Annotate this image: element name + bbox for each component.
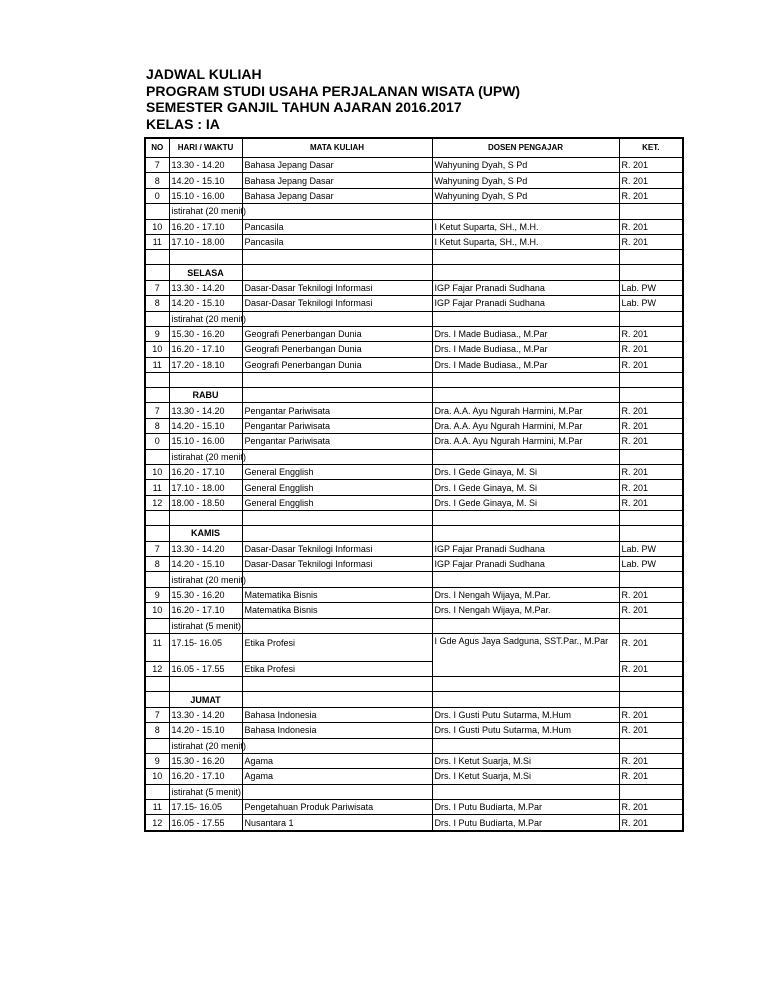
row-no: 8: [145, 296, 169, 311]
row-time: 13.30 - 14.20: [169, 541, 242, 556]
table-row: [145, 296, 683, 311]
row-time: 16.05 - 17.55: [169, 815, 242, 831]
row-no: 7: [145, 541, 169, 556]
row-time: 13.30 - 14.20: [169, 403, 242, 418]
row-no: 7: [145, 280, 169, 295]
table-row: [145, 480, 683, 495]
spacer-row: [145, 250, 683, 265]
row-time: 14.20 - 15.10: [169, 418, 242, 433]
table-row: [145, 815, 683, 831]
row-lecturer: Drs. I Nengah Wijaya, M.Par.: [432, 587, 619, 602]
row-course: Etika Profesi: [242, 633, 432, 661]
day-row: [145, 265, 683, 280]
table-row: [145, 707, 683, 722]
row-time: 15.30 - 16.20: [169, 753, 242, 768]
row-no: 0: [145, 188, 169, 203]
table-row: [145, 587, 683, 602]
row-time: 18.00 - 18.50: [169, 495, 242, 510]
row-no: 10: [145, 769, 169, 784]
row-time: 13.30 - 14.20: [169, 158, 242, 173]
row-note: R. 201: [619, 403, 683, 418]
row-time: 16.20 - 17.10: [169, 219, 242, 234]
row-lecturer: Drs. I Putu Budiarta, M.Par: [432, 800, 619, 815]
row-lecturer: I Ketut Suparta, SH., M.H.: [432, 219, 619, 234]
document-heading: [146, 66, 520, 132]
heading-program: PROGRAM STUDI USAHA PERJALANAN WISATA (UPW): [146, 82, 521, 99]
row-lecturer: IGP Fajar Pranadi Sudhana: [432, 280, 619, 295]
row-note: R. 201: [619, 800, 683, 815]
row-no: 0: [145, 434, 169, 449]
table-row: [145, 280, 683, 295]
row-note: R. 201: [619, 326, 683, 341]
row-note: Lab. PW: [619, 280, 683, 295]
row-course: Dasar-Dasar Teknilogi Informasi: [242, 541, 432, 556]
row-course: Dasar-Dasar Teknilogi Informasi: [242, 280, 432, 295]
row-no: 10: [145, 219, 169, 234]
row-course: Agama: [242, 769, 432, 784]
row-course: Pengantar Pariwisata: [242, 434, 432, 449]
row-lecturer: Drs. I Made Budiasa., M.Par: [432, 326, 619, 341]
row-note: R. 201: [619, 633, 683, 661]
row-lecturer: Drs. I Gusti Putu Sutarma, M.Hum: [432, 707, 619, 722]
row-no: 8: [145, 418, 169, 433]
row-course: Dasar-Dasar Teknilogi Informasi: [242, 296, 432, 311]
row-lecturer: Wahyuning Dyah, S Pd: [432, 158, 619, 173]
row-time: 17.10 - 18.00: [169, 480, 242, 495]
break-row: [145, 311, 683, 326]
row-lecturer: Drs. I Gusti Putu Sutarma, M.Hum: [432, 723, 619, 738]
table-row: [145, 465, 683, 480]
row-no: 8: [145, 723, 169, 738]
header-note: KET.: [619, 138, 683, 158]
row-time: 17.20 - 18.10: [169, 357, 242, 372]
row-no: 11: [145, 234, 169, 249]
row-note: R. 201: [619, 158, 683, 173]
row-lecturer: I Ketut Suparta, SH., M.H.: [432, 234, 619, 249]
row-course: Geografi Penerbangan Dunia: [242, 357, 432, 372]
row-course: Pancasila: [242, 219, 432, 234]
row-lecturer: Drs. I Gede Ginaya, M. Si: [432, 480, 619, 495]
row-course: Geografi Penerbangan Dunia: [242, 326, 432, 341]
row-time: 14.20 - 15.10: [169, 296, 242, 311]
row-course: Bahasa Indonesia: [242, 723, 432, 738]
row-no: 9: [145, 326, 169, 341]
break-row: [145, 738, 683, 753]
row-lecturer: Drs. I Made Budiasa., M.Par: [432, 357, 619, 372]
table-row: [145, 633, 683, 661]
table-row: [145, 357, 683, 372]
row-time: 15.10 - 16.00: [169, 434, 242, 449]
day-row: [145, 526, 683, 541]
table-row: [145, 188, 683, 203]
row-lecturer: Dra. A.A. Ayu Ngurah Harmini, M.Par: [432, 434, 619, 449]
heading-class: KELAS : IA: [146, 115, 220, 132]
row-lecturer: Wahyuning Dyah, S Pd: [432, 188, 619, 203]
table-row: [145, 603, 683, 618]
day-row: [145, 388, 683, 403]
row-no: 7: [145, 158, 169, 173]
spacer-row: [145, 511, 683, 526]
row-time: 14.20 - 15.10: [169, 173, 242, 188]
row-time: 16.20 - 17.10: [169, 342, 242, 357]
row-note: R. 201: [619, 434, 683, 449]
break-label: istirahat (5 menit): [169, 784, 242, 799]
day-label: RABU: [169, 388, 242, 403]
row-no: 9: [145, 587, 169, 602]
header-no: NO: [145, 138, 169, 158]
row-time: 15.30 - 16.20: [169, 587, 242, 602]
row-course: Pengantar Pariwisata: [242, 403, 432, 418]
row-lecturer: IGP Fajar Pranadi Sudhana: [432, 541, 619, 556]
break-row: [145, 449, 683, 464]
break-row: [145, 618, 683, 633]
break-label: istirahat (20 menit): [169, 204, 242, 219]
row-time: 16.20 - 17.10: [169, 465, 242, 480]
row-lecturer: Drs. I Gede Ginaya, M. Si: [432, 495, 619, 510]
header-time: HARI / WAKTU: [169, 138, 242, 158]
row-time: 13.30 - 14.20: [169, 707, 242, 722]
row-note: R. 201: [619, 815, 683, 831]
break-row: [145, 784, 683, 799]
row-no: 11: [145, 800, 169, 815]
header-row: [145, 138, 683, 158]
row-no: 12: [145, 815, 169, 831]
row-no: 10: [145, 603, 169, 618]
break-label: istirahat (20 menit): [169, 738, 242, 753]
row-note: R. 201: [619, 661, 683, 676]
row-time: 13.30 - 14.20: [169, 280, 242, 295]
break-row: [145, 572, 683, 587]
table-row: [145, 556, 683, 571]
row-course: Pengetahuan Produk Pariwisata: [242, 800, 432, 815]
row-course: Pancasila: [242, 234, 432, 249]
row-time: 16.20 - 17.10: [169, 603, 242, 618]
row-time: 15.10 - 16.00: [169, 188, 242, 203]
row-course: Bahasa Jepang Dasar: [242, 158, 432, 173]
day-label: KAMIS: [169, 526, 242, 541]
spacer-row: [145, 677, 683, 692]
row-no: 8: [145, 556, 169, 571]
row-course: General Engglish: [242, 480, 432, 495]
table-row: [145, 753, 683, 768]
row-lecturer: Wahyuning Dyah, S Pd: [432, 173, 619, 188]
row-no: 12: [145, 495, 169, 510]
row-course: Pengantar Pariwisata: [242, 418, 432, 433]
row-no: 11: [145, 357, 169, 372]
row-note: Lab. PW: [619, 556, 683, 571]
row-lecturer: Drs. I Putu Budiarta, M.Par: [432, 815, 619, 831]
row-course: Etika Profesi: [242, 661, 432, 676]
row-note: R. 201: [619, 357, 683, 372]
row-time: 17.15- 16.05: [169, 633, 242, 661]
row-lecturer: I Gde Agus Jaya Sadguna, SST.Par., M.Par: [432, 633, 619, 676]
row-course: General Engglish: [242, 465, 432, 480]
row-lecturer: Dra. A.A. Ayu Ngurah Harmini, M.Par: [432, 418, 619, 433]
row-note: R. 201: [619, 723, 683, 738]
header-lecturer: DOSEN PENGAJAR: [432, 138, 619, 158]
row-course: Matematika Bisnis: [242, 587, 432, 602]
row-lecturer: Dra. A.A. Ayu Ngurah Harmini, M.Par: [432, 403, 619, 418]
row-note: Lab. PW: [619, 541, 683, 556]
break-label: istirahat (20 menit): [169, 449, 242, 464]
row-lecturer: Drs. I Made Budiasa., M.Par: [432, 342, 619, 357]
break-label: istirahat (5 menit): [169, 618, 242, 633]
row-note: R. 201: [619, 342, 683, 357]
row-note: R. 201: [619, 587, 683, 602]
row-note: R. 201: [619, 495, 683, 510]
row-no: 8: [145, 173, 169, 188]
table-row: [145, 326, 683, 341]
table-row: [145, 403, 683, 418]
row-no: 10: [145, 465, 169, 480]
row-no: 12: [145, 661, 169, 676]
table-row: [145, 234, 683, 249]
row-course: General Engglish: [242, 495, 432, 510]
table-row: [145, 434, 683, 449]
row-time: 17.15- 16.05: [169, 800, 242, 815]
row-note: R. 201: [619, 234, 683, 249]
row-time: 14.20 - 15.10: [169, 556, 242, 571]
table-row: [145, 769, 683, 784]
row-note: R. 201: [619, 219, 683, 234]
table-row: [145, 541, 683, 556]
heading-semester: SEMESTER GANJIL TAHUN AJARAN 2016.2017: [146, 99, 462, 115]
row-time: 16.05 - 17.55: [169, 661, 242, 676]
row-course: Dasar-Dasar Teknilogi Informasi: [242, 556, 432, 571]
row-note: R. 201: [619, 418, 683, 433]
day-label: JUMAT: [169, 692, 242, 707]
row-no: 11: [145, 480, 169, 495]
row-course: Bahasa Jepang Dasar: [242, 173, 432, 188]
day-label: SELASA: [169, 265, 242, 280]
break-label: istirahat (20 menit): [169, 572, 242, 587]
day-row: [145, 692, 683, 707]
row-note: R. 201: [619, 173, 683, 188]
row-time: 16.20 - 17.10: [169, 769, 242, 784]
table-row: [145, 723, 683, 738]
spacer-row: [145, 373, 683, 388]
schedule-table: [144, 137, 684, 832]
row-lecturer: IGP Fajar Pranadi Sudhana: [432, 556, 619, 571]
row-no: 11: [145, 633, 169, 661]
row-note: R. 201: [619, 465, 683, 480]
row-note: R. 201: [619, 753, 683, 768]
table-row: [145, 342, 683, 357]
row-no: 9: [145, 753, 169, 768]
row-course: Agama: [242, 753, 432, 768]
break-row: [145, 204, 683, 219]
break-label: istirahat (20 menit): [169, 311, 242, 326]
row-time: 17.10 - 18.00: [169, 234, 242, 249]
row-course: Bahasa Indonesia: [242, 707, 432, 722]
row-lecturer: IGP Fajar Pranadi Sudhana: [432, 296, 619, 311]
row-lecturer: Drs. I Ketut Suarja, M.Si: [432, 753, 619, 768]
row-note: R. 201: [619, 480, 683, 495]
row-lecturer: Drs. I Ketut Suarja, M.Si: [432, 769, 619, 784]
row-course: Geografi Penerbangan Dunia: [242, 342, 432, 357]
row-note: R. 201: [619, 188, 683, 203]
row-course: Matematika Bisnis: [242, 603, 432, 618]
row-note: R. 201: [619, 707, 683, 722]
table-row: [145, 418, 683, 433]
row-time: 14.20 - 15.10: [169, 723, 242, 738]
table-row: [145, 800, 683, 815]
table-row: [145, 158, 683, 173]
row-note: R. 201: [619, 603, 683, 618]
row-lecturer: Drs. I Nengah Wijaya, M.Par.: [432, 603, 619, 618]
row-note: R. 201: [619, 769, 683, 784]
header-course: MATA KULIAH: [242, 138, 432, 158]
row-course: Bahasa Jepang Dasar: [242, 188, 432, 203]
heading-title: JADWAL KULIAH: [146, 66, 262, 82]
row-no: 10: [145, 342, 169, 357]
row-course: Nusantara 1: [242, 815, 432, 831]
row-no: 7: [145, 707, 169, 722]
table-row: [145, 495, 683, 510]
row-lecturer: Drs. I Gede Ginaya, M. Si: [432, 465, 619, 480]
row-no: 7: [145, 403, 169, 418]
row-note: Lab. PW: [619, 296, 683, 311]
table-row: [145, 219, 683, 234]
row-time: 15.30 - 16.20: [169, 326, 242, 341]
table-row: [145, 173, 683, 188]
